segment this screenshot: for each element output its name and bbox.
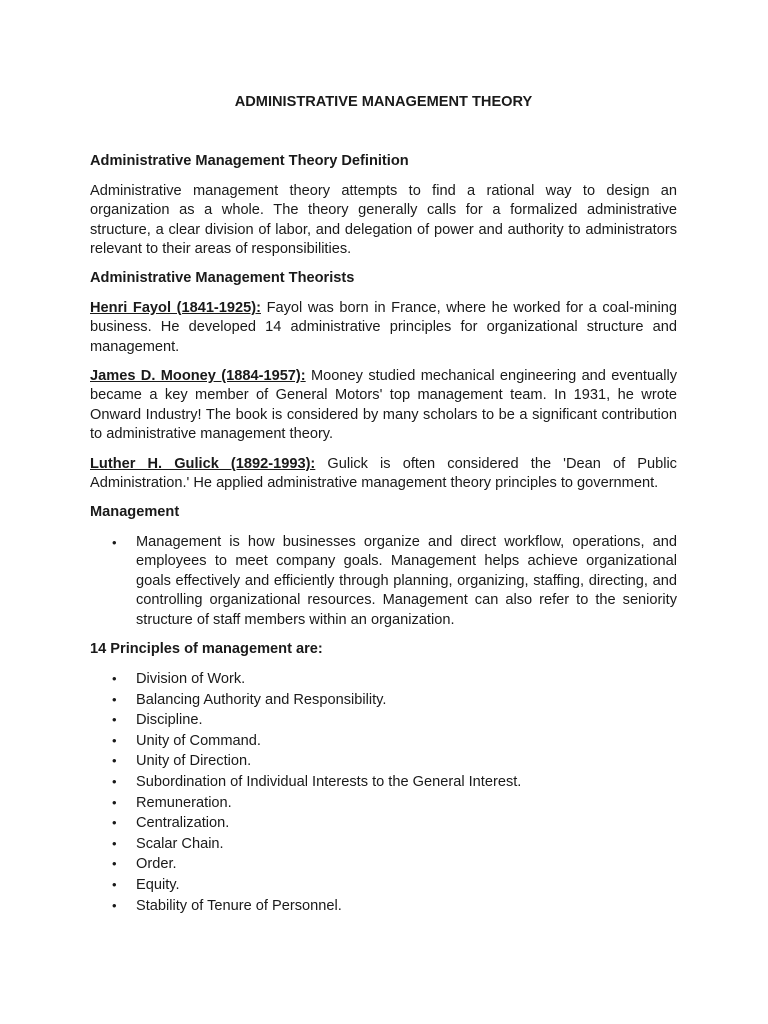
theorist-gulick-text: Gulick is often considered the 'Dean of Public Administration.' He applied administrative management theory principles to government. [90, 456, 677, 492]
bullet-icon: • [112, 835, 117, 851]
theorist-fayol-paragraph [90, 299, 677, 357]
list-item [90, 690, 677, 711]
bullet-icon: • [112, 535, 117, 550]
document-page [90, 0, 677, 1024]
principle-text: Scalar Chain. [136, 835, 224, 852]
bullet-icon: • [112, 794, 117, 810]
principle-text: Equity. [136, 876, 180, 893]
definition-paragraph: Administrative management theory attempts to find a rational way to design an organization as a whole. The theory generally calls for a formalized administrative structure, a clear division of labor, and delegation of power and authority to administrators relevant to their areas of responsibilities. [90, 183, 677, 258]
principle-text: Division of Work. [136, 671, 246, 687]
bullet-icon: • [112, 815, 117, 831]
theorist-mooney-paragraph [90, 367, 677, 445]
bullet-icon: • [112, 732, 117, 748]
principle-text: Order. [136, 856, 177, 873]
theorist-mooney-name: James D. Mooney (1884-1957): [90, 368, 306, 384]
theorists-heading: Administrative Management Theorists [90, 270, 355, 286]
list-item [90, 854, 677, 875]
principle-text: Stability of Tenure of Personnel. [136, 897, 342, 914]
theorist-fayol-text: Fayol was born in France, where he worked for a coal-mining business. He developed 14 administrative principles for organizational structure and management. [90, 300, 677, 355]
bullet-icon: • [112, 897, 117, 913]
management-list [90, 533, 677, 630]
principles-list [90, 669, 677, 916]
bullet-icon: • [112, 753, 117, 769]
list-item [90, 710, 677, 731]
principle-text: Remuneration. [136, 794, 232, 811]
list-item [90, 533, 677, 630]
list-item [90, 772, 677, 793]
bullet-icon: • [112, 856, 117, 872]
principle-text: Unity of Direction. [136, 753, 252, 770]
list-item [90, 731, 677, 752]
principle-text: Subordination of Individual Interests to the General Interest. [136, 773, 522, 790]
bullet-icon: • [112, 671, 117, 686]
list-item [90, 834, 677, 855]
list-item [90, 813, 677, 834]
management-heading: Management [90, 504, 180, 520]
list-item [90, 669, 677, 690]
management-bullet-text: Management is how businesses organize and direct workflow, operations, and employees to meet company goals. Management helps achieve organizational goals effectively and efficiently through planning, organizing, staffing, directing, and controlling organizational resources. Management can also refer to the seniority structure of staff members within an organization. [136, 534, 677, 628]
principle-text: Centralization. [136, 815, 230, 832]
principle-text: Unity of Command. [136, 732, 261, 749]
principle-text: Discipline. [136, 712, 203, 729]
theorist-gulick-name: Luther H. Gulick (1892-1993): [90, 456, 316, 472]
bullet-icon: • [112, 712, 117, 728]
bullet-icon: • [112, 691, 117, 707]
list-item [90, 793, 677, 814]
list-item [90, 875, 677, 896]
theorist-mooney-text: Mooney studied mechanical engineering and eventually became a key member of General Motors' top management team. In 1931, he wrote Onward Industry! The book is considered by many scholars to be a significant contribution to administrative management theory. [90, 368, 678, 443]
theorist-fayol-name: Henri Fayol (1841-1925): [90, 300, 261, 316]
theorist-gulick-paragraph [90, 455, 677, 494]
bullet-icon: • [112, 773, 117, 789]
list-item [90, 896, 677, 917]
principles-heading: 14 Principles of management are: [90, 641, 323, 657]
bullet-icon: • [112, 876, 117, 892]
definition-heading: Administrative Management Theory Definition [90, 153, 409, 169]
document-title: ADMINISTRATIVE MANAGEMENT THEORY [234, 94, 533, 110]
list-item [90, 751, 677, 772]
principle-text: Balancing Authority and Responsibility. [136, 691, 387, 708]
